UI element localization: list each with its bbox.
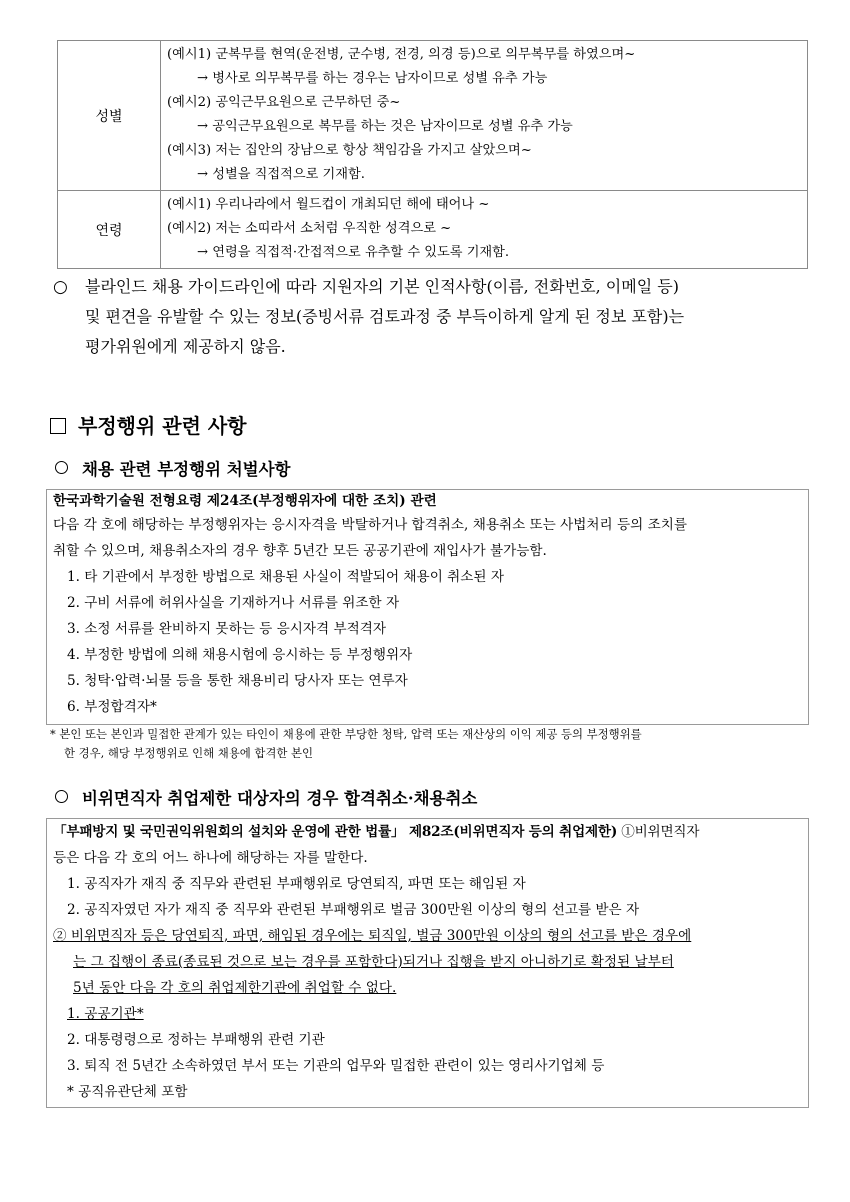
list-item-text: 1. 공공기관* [67,1006,144,1022]
list-item: 6. 부정합격자* [67,699,157,715]
law-title: 「부패방지 및 국민권익위원회의 설치와 운영에 관한 법률」 제82조(비위면직자 등의 취업제한) [53,824,618,840]
list-item: 1. 공직자가 재직 중 직무와 관련된 부패행위로 당연퇴직, 파면 또는 해임된 자 [67,876,526,892]
blind-hiring-note [53,272,813,362]
note-line: 및 편견을 유발할 수 있는 정보(증빙서류 검토과정 중 부득이하게 알게 된 정보 포함)는 [85,307,685,326]
examples-cell [161,191,808,269]
clause-2-line [47,975,808,1001]
category-cell: 연령 [58,191,161,269]
misconduct-footnote [50,725,642,763]
rule-intro-line: 다음 각 호에 해당하는 부정행위자는 응시자격을 박탈하거나 합격취소, 채용취소 또는 사법처리 등의 조치를 [53,517,687,533]
example-line: (예시1) 군복무를 현역(운전병, 군수병, 전경, 의경 등)으로 의무복무를 하였으며~ [167,47,636,62]
circle-bullet: ○ [53,277,68,297]
category-cell: 성별 [58,41,161,191]
rule-intro-line: 취할 수 있으며, 채용취소자의 경우 향후 5년간 모든 공공기관에 재입사가 불가능함. [53,543,547,559]
list-item: 3. 소정 서류를 완비하지 못하는 등 응시자격 부적격자 [67,621,386,637]
misconduct-rule-box [46,489,809,725]
table-row [58,41,808,191]
law-title-line [47,819,808,845]
list-item: 2. 구비 서류에 허위사실을 기재하거나 서류를 위조한 자 [67,595,400,611]
circle-bullet-icon [55,461,68,474]
clause-2-text: 는 그 집행이 종료(종료된 것으로 보는 경우를 포함한다)되거나 집행을 받지 아니하기로 확정된 날부터 [73,954,674,970]
example-line: (예시3) 저는 집안의 장남으로 항상 책임감을 가지고 살았으며~ [167,143,532,158]
law-footnote: * 공직유관단체 포함 [67,1084,188,1100]
list-item: 2. 대통령령으로 정하는 부패행위 관련 기관 [67,1032,325,1048]
list-item: 1. 타 기관에서 부정한 방법으로 채용된 사실이 적발되어 채용이 취소된 자 [67,569,504,585]
example-line: (예시2) 저는 소띠라서 소처럼 우직한 성격으로 ~ [167,221,452,236]
non-staff-law-box [46,818,809,1108]
list-item: 3. 퇴직 전 5년간 소속하였던 부서 또는 기관의 업무와 밀접한 관련이 있는 영리사기업체 등 [67,1058,605,1074]
list-item [47,1001,808,1027]
law-clause-1: ①비위면직자 [617,824,700,840]
example-line: (예시1) 우리나라에서 월드컵이 개최되던 해에 태어나 ~ [167,197,490,212]
section-title [50,410,247,439]
clause-2-line [47,949,808,975]
examples-table [57,40,808,269]
circle-bullet-icon [55,790,68,803]
non-staff-subtitle [55,785,477,809]
example-line: (예시2) 공익근무요원으로 근무하던 중~ [167,95,401,110]
list-item: 4. 부정한 방법에 의해 채용시험에 응시하는 등 부정행위자 [67,647,413,663]
example-line: → 연령을 직접적·간접적으로 유추할 수 있도록 기재함. [197,245,510,260]
subtitle-text: 비위면직자 취업제한 대상자의 경우 합격취소·채용취소 [82,789,478,808]
square-bullet-icon [50,418,66,434]
note-line: 평가위원에게 제공하지 않음. [85,337,286,356]
list-item: 2. 공직자였던 자가 재직 중 직무와 관련된 부패행위로 벌금 300만원 이상의 형의 선고를 받은 자 [67,902,640,918]
example-line: → 성별을 직접적으로 기재함. [197,167,365,182]
rule-title: 한국과학기술원 전형요령 제24조(부정행위자에 대한 조치) 관련 [53,493,437,509]
subtitle-text: 채용 관련 부정행위 처벌사항 [82,460,291,479]
example-line: → 병사로 의무복무를 하는 경우는 남자이므로 성별 유추 가능 [197,71,548,86]
clause-2-line: ② 비위면직자 등은 당연퇴직, 파면, 해임된 경우에는 퇴직일, 벌금 300만원 이상의 형의 선고를 받은 경우에 [53,928,692,944]
example-line: → 공익근무요원으로 복무를 하는 것은 남자이므로 성별 유추 가능 [197,119,573,134]
section-title-text: 부정행위 관련 사항 [78,414,247,438]
note-line: 블라인드 채용 가이드라인에 따라 지원자의 기본 인적사항(이름, 전화번호, 이메일 등) [85,277,679,296]
list-item: 5. 청탁·압력·뇌물 등을 통한 채용비리 당사자 또는 연루자 [67,673,408,689]
table-row [58,191,808,269]
footnote-line: 한 경우, 해당 부정행위로 인해 채용에 합격한 본인 [64,746,314,760]
footnote-line: * 본인 또는 본인과 밀접한 관계가 있는 타인이 채용에 관한 부당한 청탁, 압력 또는 재산상의 이익 제공 등의 부정행위를 [50,727,642,741]
examples-cell [161,41,808,191]
misconduct-subtitle [55,456,291,480]
law-line: 등은 다음 각 호의 어느 하나에 해당하는 자를 말한다. [53,850,368,866]
clause-2-text: 5년 동안 다음 각 호의 취업제한기관에 취업할 수 없다. [73,980,397,996]
